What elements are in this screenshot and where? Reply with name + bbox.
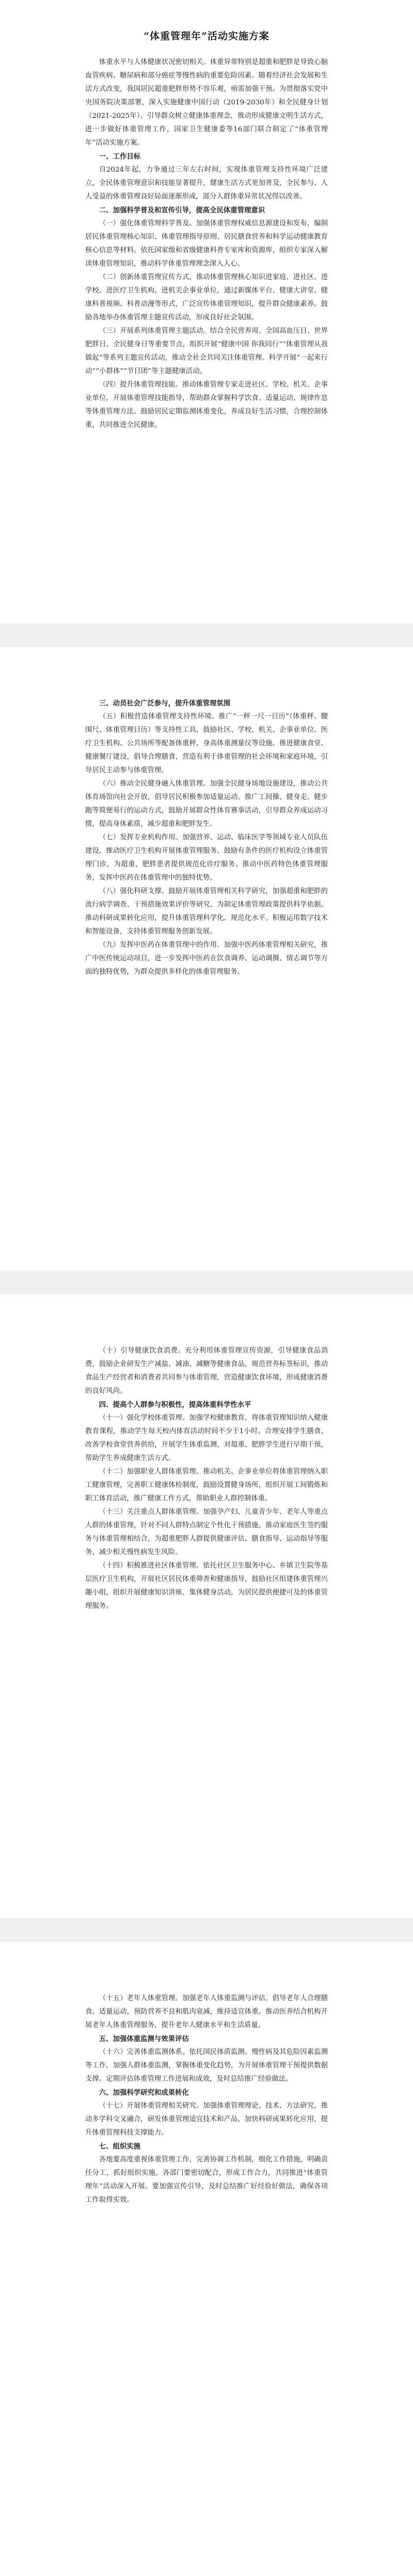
- section-heading: 二、加强科学普及和宣传引导，提高全民体重管理意识: [99, 206, 265, 214]
- section-heading: 七、组织实施: [99, 2142, 141, 2151]
- paragraph: （十一）强化学校体重管理。加强学校健康教育，将体重管理知识纳入健康教育课程，推动学生每天校内体育活动时间不少于1小时。合理安排学生膳食，改善学校食堂营养供给，开展学生体重监测，对超重、肥胖学生进行早期干预，帮助学生养成健康生活方式。: [85, 1414, 328, 1462]
- paragraph: 自2024年起，力争通过三年左右时间，实现体重管理支持性环境广泛建立，全民体重管理意识和技能显著提升，健康生活方式更加普及，全民参与、人人受益的体重管理良好局面逐渐形成，部分人群体重异常状况得以改善。: [85, 166, 328, 201]
- section-heading: 四、提高个人群参与积极性，提高体重科学性水平: [99, 1401, 251, 1409]
- paragraph: （六）推动全民健身融入体重管理。加强全民健身场地设施建设，推动公共体育场馆向社会开放，倡导居民积极参加适量运动。推广工间操、健身走、健步跑等简便易行的运动方式，鼓励开展群众性体育赛事活动，引导群众养成运动习惯，提高身体素质，减少超重和肥胖发生。: [85, 780, 328, 828]
- paragraph: （十三）关注重点人群体重管理。加强孕产妇、儿童青少年、老年人等重点人群的体重管理，针对不同人群特点制定个性化干预措施。推动家庭医生签约服务与体重管理相结合，为超重肥胖人群提供健康评估、膳食指导、运动指导等服务，减少相关慢性病发生风险。: [85, 1508, 328, 1556]
- document-title: “体重管理年”活动实施方案: [144, 30, 269, 42]
- paragraph: （十六）完善体重监测体系。依托国民体质监测、慢性病及其危险因素监测等工作，加强人群体重监测，掌握体重变化趋势，为开展体重管理干预提供数据支撑。定期评估体重管理工作进展和成效，及时总结推广经验做法。: [85, 2048, 328, 2083]
- paragraph: （八）强化科研支撑。鼓励开展体重管理相关科学研究，加强超重和肥胖的流行病学调查、干预措施效果评价等研究，为制定体重管理政策提供科学依据。推动科研成果转化应用，提升体重管理科学化、规范化水平。积极运用数字技术和智能设备，支持体重管理服务创新发展。: [85, 887, 328, 936]
- paragraph: （十二）加强职业人群体重管理。推动机关、企事业单位将体重管理纳入职工健康管理，完善职工健康体检制度，鼓励设置健身场所，组织开展工间锻炼和职工体育活动，推广健康工作方式，帮助职业人群控制体重。: [85, 1468, 328, 1502]
- paragraph: （五）积极营造体重管理支持性环境。推广“一秤一尺一日历”（体重秤、腰围尺、体重管理日历）等支持性工具，鼓励社区、学校、机关、企事业单位、医疗卫生机构、公共场所等配备体重秤、身高体重测量仪等设施。推进健康食堂、健康餐厅建设，倡导合理膳食，营造有利于体重管理的社会环境和家庭环境，引导居民主动参与体重管理。: [85, 713, 328, 774]
- document-page-3: [0, 1295, 413, 1918]
- paragraph: （九）发挥中医药在体重管理中的作用。加强中医药体重管理相关研究，推广中医传统运动项目，进一步发挥中医药在饮食调养、运动调摄、情志调节等方面的独特优势，为群众提供多样化的体重管理服务。: [85, 941, 328, 976]
- page2-body: [85, 697, 328, 979]
- paragraph: （十四）积极推进社区体重管理。依托社区卫生服务中心、乡镇卫生院等基层医疗卫生机构，开展社区居民体重筛查和健康指导，鼓励社区组建体重管理兴趣小组，组织开展健康知识讲座、集体健身活动，为居民提供便捷可及的体重管理服务。: [85, 1562, 328, 1610]
- page3-body: [85, 1344, 328, 1613]
- page1-body: [85, 56, 328, 432]
- paragraph: （十）引导健康饮食消费。充分利用体重管理宣传资源，引导健康食品消费，鼓励企业研发生产减盐、减油、减糖等健康食品，规范营养标签标识，推动食品生产经营者和消费者共同参与体重管理，营造健康饮食环境，形成健康消费的良好风尚。: [85, 1347, 328, 1395]
- paragraph: （一）强化体重管理科学普及。加强体重管理权威信息源建设和发布，编制居民体重管理核心知识、体重管理指导原则、居民膳食营养和科学运动健康教育核心信息等材料。依托国家级和省级健康科普专家库和资源库，组织专家深入解读体重管理知识，推动科学体重管理理念深入人心。: [85, 220, 328, 268]
- document-page-4: [0, 1942, 413, 2576]
- paragraph: （十五）老年人体重管理。加强老年人体重监测与评估，倡导老年人合理膳食、适量运动，预防营养不良和肌肉衰减，维持适宜体重。推动医养结合机构开展老年人体重管理服务，提升老年人健康水平和生活质量。: [85, 1995, 328, 2029]
- section-heading: 六、加强科学研究和成果转化: [99, 2089, 189, 2097]
- document-page-1: [0, 0, 413, 623]
- paragraph: （七）发挥专业机构作用。加强营养、运动、临床医学等领域专业人员队伍建设，推动医疗卫生机构开展体重管理服务。鼓励有条件的医疗机构设立体重管理门诊，为超重、肥胖患者提供规范化诊疗服务。推动中医药特色体重管理服务，发挥中医药在体重管理中的独特优势。: [85, 834, 328, 882]
- paragraph: （四）提升体重管理技能。推动体重管理专家走进社区、学校、机关、企事业单位，开展体重管理技能指导，帮助群众掌握科学饮食、适量运动、规律作息等体重管理方法。鼓励居民定期监测体重变化，养成良好生活习惯，合理控制体重，共同推进全民健康。: [85, 381, 328, 429]
- paragraph: 各地要高度重视体重管理工作，完善协调工作机制，细化工作措施，明确责任分工，抓好组织实施。各部门要密切配合，形成工作合力，共同推进“体重管理年”活动深入开展。要加强宣传引导，及时总结推广好经验好做法，确保各项工作取得实效。: [85, 2156, 328, 2204]
- paragraph: 体重水平与人体健康状况密切相关。体重异常特别是超重和肥胖是导致心脑血管疾病、糖尿病和部分癌症等慢性病的重要危险因素。随着经济社会发展和生活方式改变，我国居民超重肥胖形势不容乐观，亟需加强干预。为贯彻落实党中央国务院决策部署，深入实施健康中国行动（2019-2030年）和全民健身计划（2021-2025年），引导群众树立健康体重理念，推动形成健康文明生活方式，进一步做好体重管理工作，国家卫生健康委等16部门联合制定了“体重管理年”活动实施方案。: [85, 58, 328, 147]
- paragraph: （二）创新体重管理宣传方式。推动体重管理核心知识进家庭、进社区、进学校、进医疗卫生机构、进机关企事业单位，通过新媒体平台、健康大讲堂、健康科普视频、科普动漫等形式，广泛宣传体重管理知识，提升群众健康素养。鼓励各地举办体重管理主题宣传活动，形成良好社会氛围。: [85, 273, 328, 321]
- document-page-2: [0, 647, 413, 1270]
- section-heading: 一、工作目标: [99, 152, 141, 161]
- paragraph: （十七）开展体重管理相关研究。加强体重管理理论、技术、方法研究，推动多学科交叉融合，研发体重管理适宜技术和产品，加快科研成果转化应用，提升体重管理科技支撑能力。: [85, 2102, 328, 2137]
- section-heading: 三、动员社会广泛参与，提升体重管理氛围: [99, 699, 231, 708]
- section-heading: 五、加强体重监测与效果评估: [99, 2035, 189, 2043]
- paragraph: （三）开展系列体重管理主题活动。结合全民营养周、全国高血压日、世界肥胖日、全民健身日等重要节点，组织开展“健康中国 你我同行”“体重管理从我做起”等系列主题宣传活动，推动全社会共同关注体重管理。科学开展“一起来行动”“小群体”“节日团”等主题健康活动。: [85, 327, 328, 375]
- page4-body: [85, 1992, 328, 2207]
